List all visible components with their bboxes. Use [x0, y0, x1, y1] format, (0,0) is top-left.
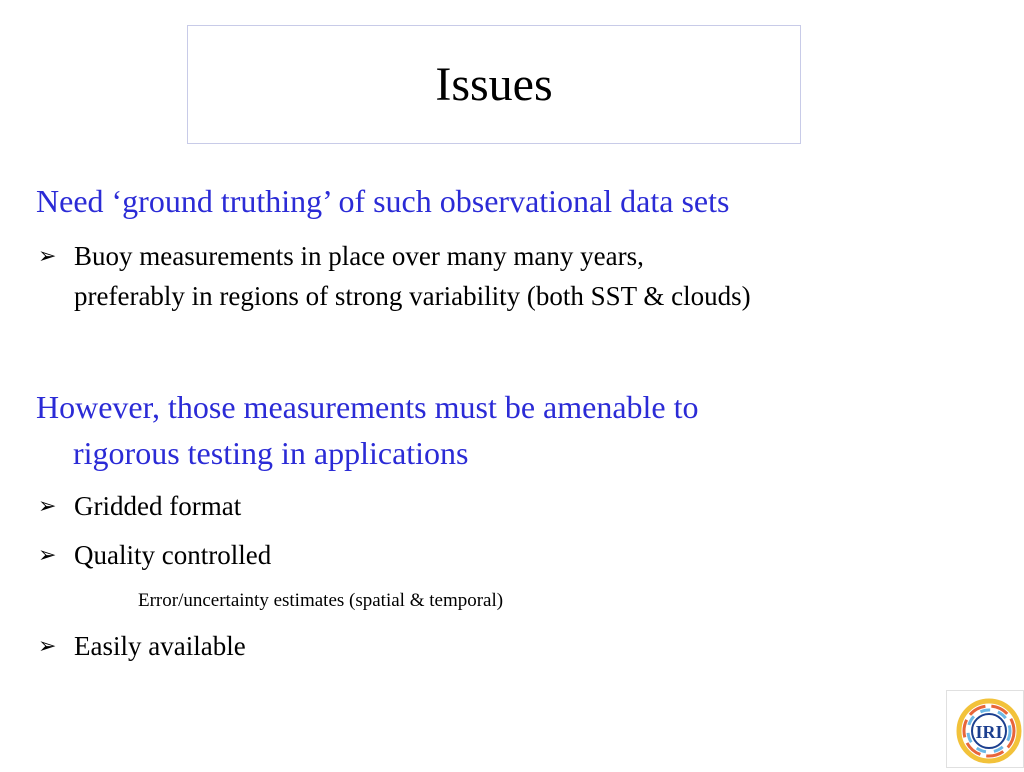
bullet-gridded-format	[38, 486, 241, 526]
heading-ground-truthing: Need ‘ground truthing’ of such observational data sets	[36, 183, 730, 219]
iri-logo-text: IRI	[975, 722, 1003, 742]
heading-line-1: However, those measurements must be amenable to	[36, 389, 699, 425]
bullet-text: Quality controlled	[74, 540, 272, 570]
heading-line-2: rigorous testing in applications	[73, 435, 469, 471]
bullet-buoy-measurements	[38, 236, 751, 316]
bullet-line-2: preferably in regions of strong variability (both SST & clouds)	[74, 281, 751, 311]
arrow-bullet-icon: ➢	[38, 542, 57, 567]
bullet-quality-controlled	[38, 535, 271, 575]
title-box	[187, 25, 801, 144]
bullet-text: Easily available	[74, 631, 246, 661]
sub-item-uncertainty: Error/uncertainty estimates (spatial & temporal)	[138, 590, 504, 611]
arrow-bullet-icon: ➢	[38, 243, 57, 268]
bullet-easily-available	[38, 626, 246, 666]
arrow-bullet-icon: ➢	[38, 493, 57, 518]
bullet-text: Gridded format	[74, 491, 242, 521]
slide-title: Issues	[435, 57, 553, 111]
bullet-line-1: Buoy measurements in place over many many years,	[74, 241, 644, 271]
heading-amenable-testing	[36, 384, 699, 476]
iri-logo-icon	[947, 691, 1023, 767]
bullet-text	[74, 236, 751, 316]
iri-logo	[946, 690, 1024, 768]
arrow-bullet-icon: ➢	[38, 633, 57, 658]
